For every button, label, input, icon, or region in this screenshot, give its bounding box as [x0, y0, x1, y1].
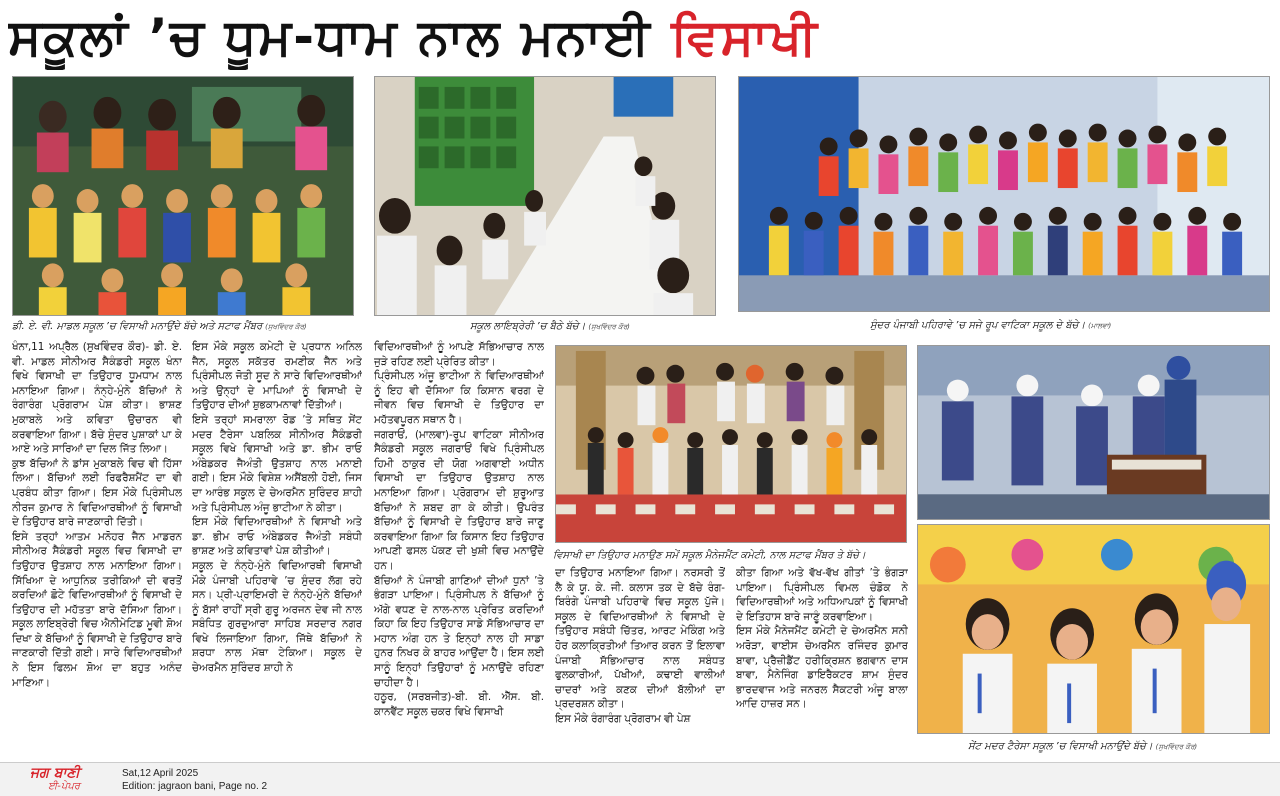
paragraph: ਇਸ ਮੌਕੇ ਮੈਨੇਜਮੈਂਟ ਕਮੇਟੀ ਦੇ ਚੇਅਰਮੈਨ ਸਨੀ ਅਰੋੜਾ, ਵਾਈਸ ਚੇਅਰਮੈਨ ਰਜਿੰਦਰ ਕੁਮਾਰ ਬਾਵਾ, ਪ੍ਰੈਜ਼ੀਡੈਂਟ ਹਰੀਕ੍ਰਿਸ਼ਨ ਭਗਵਾਨ ਦਾਸ ਬਾਵਾ, ਮੈਨੇਜਿੰਗ ਡਾਇਰੈਕਟਰ ਸ਼ਾਮ ਸੁੰਦਰ ਭਾਰਦਵਾਜ ਅਤੇ ਜਨਰਲ ਸੈਕਟਰੀ ਅੰਜੂ ਬਾਲਾ ਆਦਿ ਹਾਜ਼ਰ ਸਨ।: [736, 625, 908, 711]
article-column-5: [736, 566, 908, 760]
paragraph: ਖੰਨਾ,11 ਅਪ੍ਰੈਲ (ਸੁਖਵਿੰਦਰ ਕੌਰ)- ਡੀ. ਏ. ਵੀ. ਮਾਡਲ ਸੀਨੀਅਰ ਸੈਕੰਡਰੀ ਸਕੂਲ ਖੰਨਾ ਵਿਖੇ ਵਿਸਾਖੀ ਦਾ ਤਿਉਹਾਰ ਧੂਮਧਾਮ ਨਾਲ ਮਨਾਇਆ ਗਿਆ। ਨੰਨ੍ਹੇ-ਮੁੰਨੇ ਬੱਚਿਆਂ ਨੇ ਰੰਗਾਰੰਗ ਪ੍ਰੋਗਰਾਮ ਪੇਸ਼ ਕੀਤਾ। ਭਾਸ਼ਣ ਮੁਕਾਬਲੇ ਅਤੇ ਕਵਿਤਾ ਉਚਾਰਨ ਵੀ ਕਰਵਾਇਆ ਗਿਆ। ਬੱਚੇ ਸੁੰਦਰ ਪੁਸ਼ਾਕਾਂ ਪਾ ਕੇ ਆਏ ਅਤੇ ਸਾਰਿਆਂ ਦਾ ਦਿਲ ਜਿੱਤ ਲਿਆ।: [12, 341, 182, 456]
paragraph: ਇਸੇ ਤਰ੍ਹਾਂ ਆਤਮ ਮਨੋਹਰ ਜੈਨ ਮਾਡਰਨ ਸੀਨੀਅਰ ਸੈਕੰਡਰੀ ਸਕੂਲ ਵਿਚ ਵਿਸਾਖੀ ਦਾ ਤਿਉਹਾਰ ਉਤਸ਼ਾਹ ਨਾਲ ਮਨਾਇਆ ਗਿਆ। ਸਿੱਖਿਆ ਦੇ ਆਧੁਨਿਕ ਤਰੀਕਿਆਂ ਦੀ ਵਰਤੋਂ ਕਰਦਿਆਂ ਛੋਟੇ ਵਿਦਿਆਰਥੀਆਂ ਨੂੰ ਵਿਸਾਖੀ ਦੇ ਤਿਉਹਾਰ ਦੀ ਮਹੱਤਤਾ ਬਾਰੇ ਦੱਸਿਆ ਗਿਆ। ਸਕੂਲ ਲਾਇਬ੍ਰੇਰੀ ਵਿਚ ਐਨੀਮੇਟਿਡ ਮੂਵੀ ਸ਼ੋਅ ਦਿਖਾ ਕੇ ਬੱਚਿਆਂ ਨੂੰ ਵਿਸਾਖੀ ਦੇ ਤਿਉਹਾਰ ਬਾਰੇ ਜਾਣਕਾਰੀ ਦਿੱਤੀ ਗਈ। ਸਾਰੇ ਵਿਦਿਆਰਥੀਆਂ ਨੇ ਇਸ ਫਿਲਮ ਸ਼ੋਅ ਦਾ ਬਹੁਤ ਅਨੰਦ ਮਾਣਿਆ।: [12, 530, 182, 689]
paragraph: ਇਸ ਮੌਕੇ ਰੰਗਾਰੰਗ ਪ੍ਰੋਗਰਾਮ ਵੀ ਪੇਸ਼: [555, 712, 691, 725]
edition-date: Sat,12 April 2025: [122, 768, 199, 779]
caption-text: ਸੇਂਟ ਮਦਰ ਟੈਰੇਸਾ ਸਕੂਲ ’ਚ ਵਿਸਾਖੀ ਮਨਾਉਂਦੇ ਬੱਚੇ।: [968, 741, 1153, 752]
photo-roop-vatika-group[interactable]: [738, 76, 1270, 312]
edition-name: Edition: jagraon bani, Page no. 2: [122, 781, 268, 792]
paragraph: ਬੱਚਿਆਂ ਨੇ ਪੰਜਾਬੀ ਗਾਣਿਆਂ ਦੀਆਂ ਧੁਨਾਂ ’ਤੇ ਭੰਗੜਾ ਪਾਇਆ। ਪ੍ਰਿੰਸੀਪਲ ਨੇ ਬੱਚਿਆਂ ਨੂੰ ਅੱਗੇ ਵਧਣ ਦੇ ਨਾਲ-ਨਾਲ ਪ੍ਰੇਰਿਤ ਕਰਦਿਆਂ ਕਿਹਾ ਕਿ ਇਹ ਤਿਉਹਾਰ ਸਾਡੇ ਸੱਭਿਆਚਾਰ ਦਾ ਮਹਾਨ ਅੰਗ ਹਨ ਤੇ ਇਨ੍ਹਾਂ ਨਾਲ ਹੀ ਸਾਡਾ ਹੁਨਰ ਨਿਖਰ ਕੇ ਬਾਹਰ ਆਉਂਦਾ ਹੈ। ਇਸ ਲਈ ਸਾਨੂੰ ਇਨ੍ਹਾਂ ਤਿਉਹਾਰਾਂ ਨੂੰ ਮਨਾਉਂਦੇ ਰਹਿਣਾ ਚਾਹੀਦਾ ਹੈ।: [374, 574, 544, 689]
caption-dav-school: [12, 320, 354, 334]
photo-music-performers[interactable]: [917, 345, 1270, 520]
paragraph: ਕੁਝ ਬੱਚਿਆਂ ਨੇ ਡਾਂਸ ਮੁਕਾਬਲੇ ਵਿਚ ਵੀ ਹਿੱਸਾ ਲਿਆ। ਬੱਚਿਆਂ ਲਈ ਰਿਫਰੈਸ਼ਮੈਂਟ ਦਾ ਵੀ ਪ੍ਰਬੰਧ ਕੀਤਾ ਗਿਆ। ਇਸ ਮੌਕੇ ਪ੍ਰਿੰਸੀਪਲ ਨੀਰਜ ਕੁਮਾਰ ਨੇ ਵਿਦਿਆਰਥੀਆਂ ਨੂੰ ਵਿਸਾਖੀ ਦੇ ਤਿਉਹਾਰ ਬਾਰੇ ਜਾਣਕਾਰੀ ਦਿੱਤੀ।: [12, 457, 182, 529]
paragraph: ਇਸੇ ਤਰ੍ਹਾਂ ਸਮਰਾਲਾ ਰੋਡ ’ਤੇ ਸਥਿਤ ਸੇਂਟ ਮਦਰ ਟੈਰੇਸਾ ਪਬਲਿਕ ਸੀਨੀਅਰ ਸੈਕੰਡਰੀ ਸਕੂਲ ਵਿਖੇ ਵਿਸਾਖੀ ਅਤੇ ਡਾ. ਭੀਮ ਰਾਓ ਅੰਬੇਡਕਰ ਜੈਅੰਤੀ ਉਤਸ਼ਾਹ ਨਾਲ ਮਨਾਈ ਗਈ। ਇਸ ਮੌਕੇ ਵਿਸ਼ੇਸ਼ ਅਸੈਂਬਲੀ ਹੋਈ, ਜਿਸ ਦਾ ਆਰੰਭ ਸਕੂਲ ਦੇ ਚੇਅਰਮੈਨ ਸੁਰਿੰਦਰ ਸ਼ਾਹੀ ਅਤੇ ਪ੍ਰਿੰਸੀਪਲ ਅੰਜੂ ਭਾਟੀਆ ਨੇ ਕੀਤਾ।: [192, 413, 362, 514]
caption-library: [470, 320, 716, 334]
paragraph: ਵਿਦਿਆਰਥੀਆਂ ਨੂੰ ਆਪਣੇ ਸੱਭਿਆਚਾਰ ਨਾਲ ਜੁੜੇ ਰਹਿਣ ਲਈ ਪ੍ਰੇਰਿਤ ਕੀਤਾ।: [374, 341, 544, 368]
caption-credit: (ਸੁਖਵਿੰਦਰ ਕੌਰ): [265, 323, 307, 331]
photo-st-mother-teresa-kids[interactable]: [917, 524, 1270, 734]
logo-name: ਜਗ ਬਾਣੀ: [30, 765, 80, 781]
caption-text: ਸੁੰਦਰ ਪੰਜਾਬੀ ਪਹਿਰਾਵੇ ’ਚ ਸਜੇ ਰੂਪ ਵਾਟਿਕਾ ਸਕੂਲ ਦੇ ਬੱਚੇ।: [870, 320, 1086, 331]
photo-dav-school-group[interactable]: [12, 76, 354, 316]
edition-info: [122, 767, 267, 793]
footer-bar: [0, 762, 1280, 796]
logo-tagline: ਈ-ਪੇਪਰ: [48, 781, 80, 792]
page-headline: [8, 4, 1272, 70]
article-column-2: [192, 340, 362, 760]
caption-credit: (ਸੁਖਵਿੰਦਰ ਕੌਰ): [588, 323, 630, 331]
headline-accent: ਵਿਸਾਖੀ: [671, 8, 819, 66]
caption-text: ਡੀ. ਏ. ਵੀ. ਮਾਡਲ ਸਕੂਲ ’ਚ ਵਿਸਾਖੀ ਮਨਾਉਂਦੇ ਬੱਚੇ ਅਤੇ ਸਟਾਫ ਮੈਂਬਰ: [12, 321, 263, 332]
photo-school-library[interactable]: [374, 76, 716, 316]
article-column-3: [374, 340, 544, 760]
photo-management-committee[interactable]: [555, 345, 907, 543]
headline-main: ਸਕੂਲਾਂ ’ਚ ਧੂਮ-ਧਾਮ ਨਾਲ ਮਨਾਈ: [8, 8, 652, 66]
jagbani-logo[interactable]: [30, 765, 110, 795]
paragraph: ਇਸ ਮੌਕੇ ਸਕੂਲ ਕਮੇਟੀ ਦੇ ਪ੍ਰਧਾਨ ਅਨਿਲ ਜੈਨ, ਸਕੂਲ ਸਕੱਤਰ ਰਮਣੀਕ ਜੈਨ ਅਤੇ ਪ੍ਰਿੰਸੀਪਲ ਜੋਤੀ ਸੂਦ ਨੇ ਸਾਰੇ ਵਿਦਿਆਰਥੀਆਂ ਅਤੇ ਉਨ੍ਹਾਂ ਦੇ ਮਾਪਿਆਂ ਨੂੰ ਵਿਸਾਖੀ ਦੇ ਤਿਉਹਾਰ ਦੀਆਂ ਸ਼ੁਭਕਾਮਨਾਵਾਂ ਦਿੱਤੀਆਂ।: [192, 341, 362, 412]
caption-text: ਵਿਸਾਖੀ ਦਾ ਤਿਉਹਾਰ ਮਨਾਉਣ ਸਮੇਂ ਸਕੂਲ ਮੈਨੇਜਮੈਂਟ ਕਮੇਟੀ, ਨਾਲ ਸਟਾਫ ਮੈਂਬਰ ਤੇ ਬੱਚੇ।: [553, 550, 866, 561]
paragraph: ਇਸ ਮੌਕੇ ਵਿਦਿਆਰਥੀਆਂ ਨੇ ਵਿਸਾਖੀ ਅਤੇ ਡਾ. ਭੀਮ ਰਾਓ ਅੰਬੇਡਕਰ ਜੈਅੰਤੀ ਸਬੰਧੀ ਭਾਸ਼ਣ ਅਤੇ ਕਵਿਤਾਵਾਂ ਪੇਸ਼ ਕੀਤੀਆਂ।: [192, 516, 362, 558]
caption-management-committee: [553, 549, 909, 562]
paragraph: ਕੀਤਾ ਗਿਆ ਅਤੇ ਵੱਖ-ਵੱਖ ਗੀਤਾਂ ’ਤੇ ਭੰਗੜਾ ਪਾਇਆ। ਪ੍ਰਿੰਸੀਪਲ ਵਿਮਲ ਚੰਡੋਕ ਨੇ ਵਿਦਿਆਰਥੀਆਂ ਅਤੇ ਅਧਿਆਪਕਾਂ ਨੂੰ ਵਿਸਾਖੀ ਦੇ ਇਤਿਹਾਸ ਬਾਰੇ ਜਾਣੂੰ ਕਰਵਾਇਆ।: [736, 567, 908, 623]
caption-text: ਸਕੂਲ ਲਾਇਬ੍ਰੇਰੀ ’ਚ ਬੈਠੇ ਬੱਚੇ।: [470, 321, 586, 332]
caption-credit: (ਮਾਲਵਾ): [1088, 322, 1112, 330]
paragraph: ਜਗਰਾਓਂ, (ਮਾਲਵਾ)-ਰੂਪ ਵਾਟਿਕਾ ਸੀਨੀਅਰ ਸੈਕੰਡਰੀ ਸਕੂਲ ਜਗਰਾਓਂ ਵਿਖੇ ਪ੍ਰਿੰਸੀਪਲ ਹਿਮੀ ਠਾਕੁਰ ਦੀ ਯੋਗ ਅਗਵਾਈ ਅਧੀਨ ਵਿਸਾਖੀ ਦਾ ਤਿਉਹਾਰ ਉਤਸ਼ਾਹ ਨਾਲ ਮਨਾਇਆ ਗਿਆ। ਪ੍ਰੋਗਰਾਮ ਦੀ ਸ਼ੁਰੂਆਤ ਬੱਚਿਆਂ ਨੇ ਸ਼ਬਦ ਗਾ ਕੇ ਕੀਤੀ। ਉਪਰੰਤ ਬੱਚਿਆਂ ਨੂੰ ਵਿਸਾਖੀ ਦੇ ਤਿਉਹਾਰ ਬਾਰੇ ਜਾਣੂ ਕਰਵਾਇਆ ਗਿਆ ਕਿ ਕਿਸਾਨ ਇਹ ਤਿਉਹਾਰ ਆਪਣੀ ਫਸਲ ਪੱਕਣ ਦੀ ਖੁਸ਼ੀ ਵਿਚ ਮਨਾਉਂਦੇ ਹਨ।: [374, 428, 544, 572]
caption-credit: (ਸੁਖਵਿੰਦਰ ਕੌਰ): [1155, 743, 1198, 751]
caption-st-mother-teresa: [968, 740, 1270, 754]
article-column-1: [12, 340, 182, 760]
article-column-4: [555, 566, 725, 760]
paragraph: ਦਾ ਤਿਉਹਾਰ ਮਨਾਇਆ ਗਿਆ। ਨਰਸਰੀ ਤੋਂ ਲੈ ਕੇ ਯੂ. ਕੇ. ਜੀ. ਕਲਾਸ ਤਕ ਦੇ ਬੱਚੇ ਰੰਗ-ਬਿਰੰਗੇ ਪੰਜਾਬੀ ਪਹਿਰਾਵੇ ਵਿਚ ਸਕੂਲ ਪੁੱਜੇ। ਸਕੂਲ ਦੇ ਵਿਦਿਆਰਥੀਆਂ ਨੇ ਵਿਸਾਖੀ ਦੇ ਤਿਉਹਾਰ ਸਬੰਧੀ ਚਿੱਤਰ, ਆਰਟ ਮੇਕਿੰਗ ਅਤੇ ਹੋਰ ਕਲਾਕ੍ਰਿਤੀਆਂ ਤਿਆਰ ਕਰਨ ਤੋਂ ਇਲਾਵਾ ਪੰਜਾਬੀ ਸੱਭਿਆਚਾਰ ਨਾਲ ਸਬੰਧਤ ਫੁਲਕਾਰੀਆਂ, ਪੱਖੀਆਂ, ਕਢਾਈ ਵਾਲੀਆਂ ਚਾਦਰਾਂ ਅਤੇ ਕਣਕ ਦੀਆਂ ਬੱਲੀਆਂ ਦਾ ਪ੍ਰਦਰਸ਼ਨ ਕੀਤਾ।: [555, 567, 725, 711]
paragraph: ਹਠੂਰ, (ਸਰਬਜੀਤ)-ਬੀ. ਬੀ. ਐੱਸ. ਬੀ. ਕਾਨਵੈਂਟ ਸਕੂਲ ਚਕਰ ਵਿਖੇ ਵਿਸਾਖੀ: [374, 691, 544, 718]
paragraph: ਪ੍ਰਿੰਸੀਪਲ ਅੰਜੂ ਭਾਟੀਆ ਨੇ ਵਿਦਿਆਰਥੀਆਂ ਨੂੰ ਇਹ ਵੀ ਦੱਸਿਆ ਕਿ ਕਿਸਾਨ ਵਰਗ ਦੇ ਜੀਵਨ ਵਿਚ ਵਿਸਾਖੀ ਦੇ ਤਿਉਹਾਰ ਦਾ ਮਹੱਤਵਪੂਰਨ ਸਥਾਨ ਹੈ।: [374, 370, 544, 426]
caption-roop-vatika: [870, 319, 1270, 333]
paragraph: ਸਕੂਲ ਦੇ ਨੰਨ੍ਹੇ-ਮੁੰਨੇ ਵਿਦਿਆਰਥੀ ਵਿਸਾਖੀ ਮੌਕੇ ਪੰਜਾਬੀ ਪਹਿਰਾਵੇ ’ਚ ਸੁੰਦਰ ਲੱਗ ਰਹੇ ਸਨ। ਪ੍ਰੀ-ਪ੍ਰਾਇਮਰੀ ਦੇ ਨੰਨ੍ਹੇ-ਮੁੰਨੇ ਬੱਚਿਆਂ ਨੂੰ ਬੱਸਾਂ ਰਾਹੀਂ ਸ੍ਰੀ ਗੁਰੂ ਅਰਜਨ ਦੇਵ ਜੀ ਨਾਲ ਸਬੰਧਿਤ ਗੁਰਦੁਆਰਾ ਸਾਹਿਬ ਸਰਦਾਰ ਨਗਰ ਵਿਖੇ ਲਿਜਾਇਆ ਗਿਆ, ਜਿੱਥੇ ਬੱਚਿਆਂ ਨੇ ਸ਼ਰਧਾ ਨਾਲ ਮੱਥਾ ਟੇਕਿਆ। ਸਕੂਲ ਦੇ ਚੇਅਰਮੈਨ ਸੁਰਿੰਦਰ ਸ਼ਾਹੀ ਨੇ: [192, 559, 362, 675]
